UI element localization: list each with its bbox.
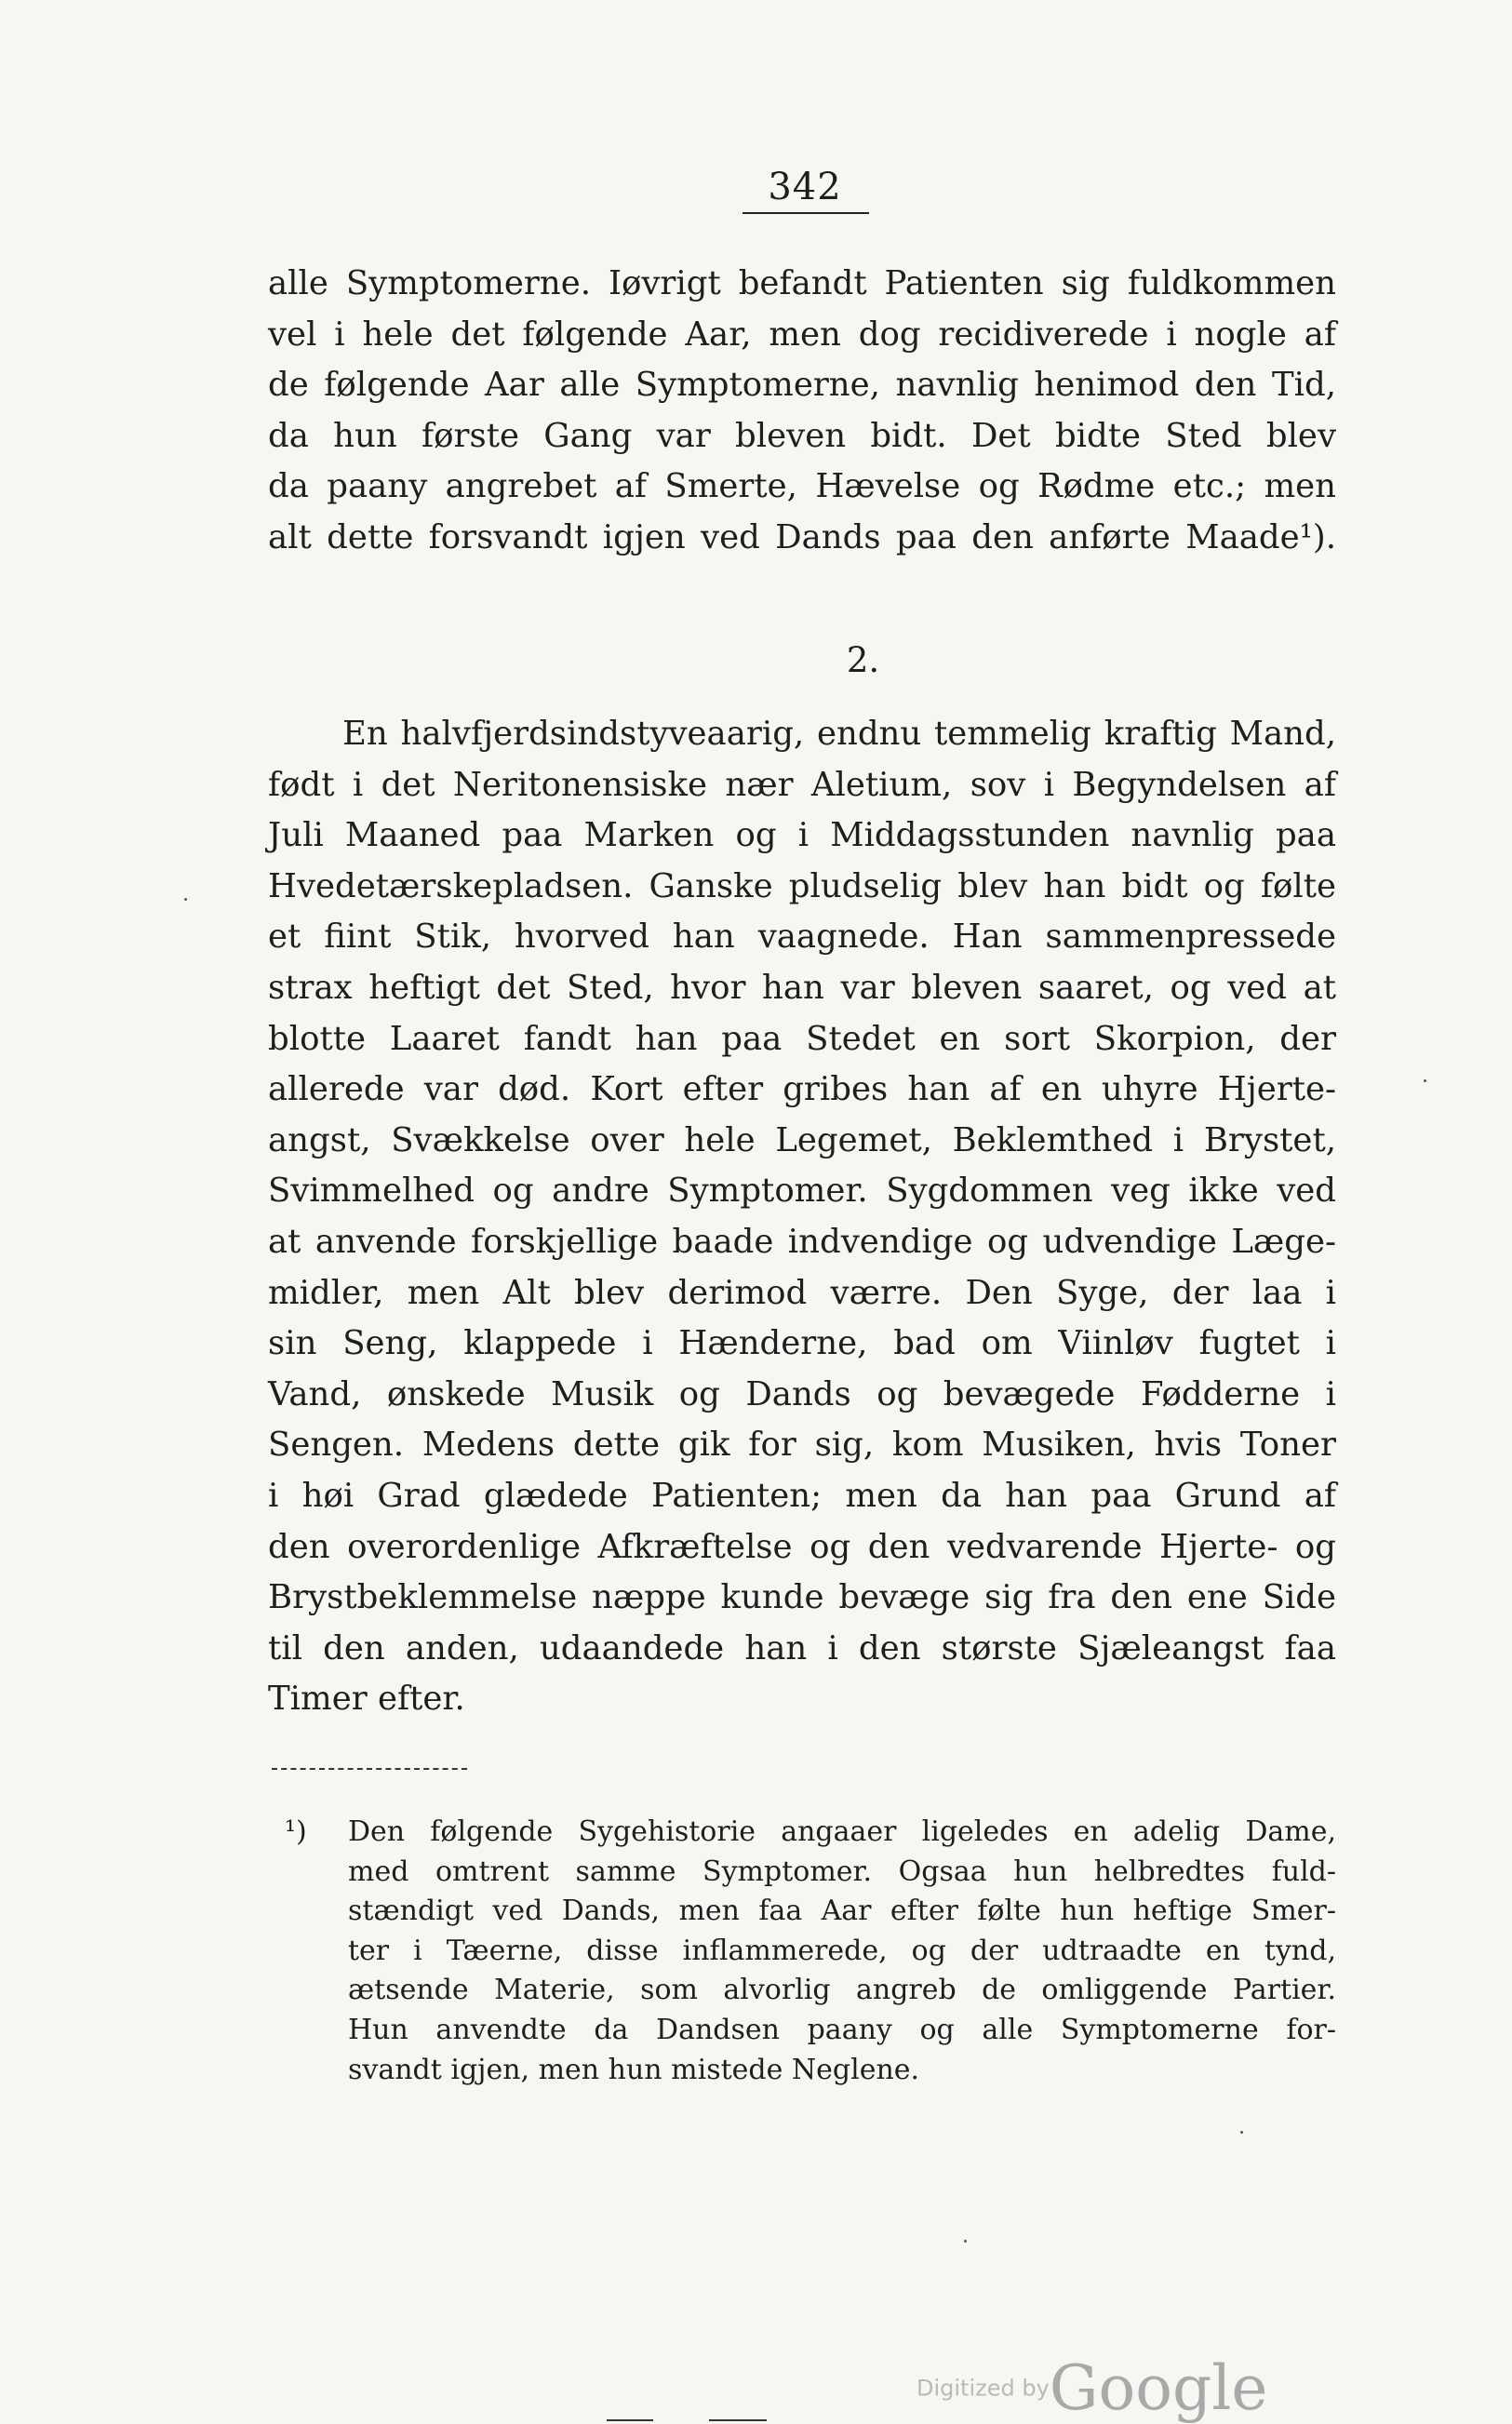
page-number: 342 <box>768 166 842 208</box>
text-line: blotte Laaret fandt han paa Stedet en sort Skorpion, der <box>268 1019 1336 1058</box>
text-line: i høi Grad glædede Patienten; men da han paa Grund af <box>268 1476 1336 1515</box>
text-line: allerede var død. Kort efter gribes han af en uhyre Hjerte- <box>268 1070 1336 1109</box>
section-number: 2. <box>846 640 880 680</box>
speck <box>964 2240 967 2243</box>
text-line: Timer efter. <box>268 1680 465 1719</box>
text-line: vel i hele det følgende Aar, men dog recidiverede i nogle af <box>268 315 1336 354</box>
text-line: En halvfjerdsindstyveaarig, endnu temmelig kraftig Mand, <box>342 715 1336 753</box>
scan-dash <box>607 2419 653 2421</box>
text-line: at anvende forskjellige baade indvendige og udvendige Læge- <box>268 1222 1336 1261</box>
watermark <box>917 2352 1267 2424</box>
speck <box>1424 1079 1426 1082</box>
page-number-rule <box>743 212 869 214</box>
footnote-line: Hun anvendte da Dandsen paany og alle Symptomerne for- <box>348 2013 1336 2046</box>
text-line: midler, men Alt blev derimod værre. Den Syge, der laa i <box>268 1273 1336 1312</box>
footnote-mark: ¹) <box>285 1815 307 1848</box>
text-line: et fiint Stik, hvorved han vaagnede. Han sammenpressede <box>268 917 1336 957</box>
footnote-line: ter i Tæerne, disse inflammerede, og der udtraadte en tynd, <box>348 1934 1336 1967</box>
text-line: da hun første Gang var bleven bidt. Det bidte Sted blev <box>268 416 1336 455</box>
footnote-line: stændigt ved Dands, men faa Aar efter følte hun heftige Smer- <box>348 1895 1336 1928</box>
footnote-line: ætsende Materie, som alvorlig angreb de omliggende Partier. <box>348 1974 1336 2007</box>
text-line: den overordenlige Afkræftelse og den vedvarende Hjerte- og <box>268 1527 1336 1566</box>
text-line: sin Seng, klappede i Hænderne, bad om Viinløv fugtet i <box>268 1324 1336 1363</box>
footnote-line: Den følgende Sygehistorie angaaer ligeledes en adelig Dame, <box>348 1815 1336 1848</box>
intro-paragraph <box>268 259 1336 564</box>
text-line: angst, Svækkelse over hele Legemet, Beklemthed i Brystet, <box>268 1120 1336 1159</box>
text-line: de følgende Aar alle Symptomerne, navnlig henimod den Tid, <box>268 366 1336 405</box>
section-paragraph <box>268 709 1336 1725</box>
footnote-line: svandt igjen, men hun mistede Neglene. <box>348 2053 920 2086</box>
speck <box>184 898 187 901</box>
text-line: Svimmelhed og andre Symptomer. Sygdommen veg ikke ved <box>268 1172 1336 1211</box>
text-line: strax heftigt det Sted, hvor han var bleven saaret, og ved at <box>268 968 1336 1007</box>
text-line: alle Symptomerne. Iøvrigt befandt Patienten sig fuldkommen <box>268 264 1336 302</box>
text-line: til den anden, udaandede han i den største Sjæleangst faa <box>268 1628 1336 1667</box>
watermark-prefix: Digitized by <box>917 2375 1050 2402</box>
footnote-line: med omtrent samme Symptomer. Ogsaa hun helbredtes fuld- <box>348 1855 1336 1888</box>
text-line: da paany angrebet af Smerte, Hævelse og Rødme etc.; men <box>268 467 1336 506</box>
speck <box>1240 2131 1243 2134</box>
footnote-rule <box>272 1768 467 1770</box>
text-line: Vand, ønskede Musik og Dands og bevægede Fødderne i <box>268 1374 1336 1413</box>
text-line: født i det Neritonensiske nær Aletium, sov i Begyndelsen af <box>268 765 1336 804</box>
text-line: alt dette forsvandt igjen ved Dands paa den anførte Maade¹). <box>268 517 1336 556</box>
footnote <box>268 1813 1336 2090</box>
google-logo: Google <box>1049 2352 1268 2424</box>
text-line: Brystbeklemmelse næppe kunde bevæge sig fra den ene Side <box>268 1578 1336 1617</box>
text-line: Hvedetærskepladsen. Ganske pludselig blev han bidt og følte <box>268 866 1336 905</box>
scan-dash <box>709 2419 767 2421</box>
text-line: Juli Maaned paa Marken og i Middagsstunden navnlig paa <box>268 816 1336 855</box>
text-line: Sengen. Medens dette gik for sig, kom Musiken, hvis Toner <box>268 1426 1336 1465</box>
footnote-body <box>268 1813 1336 2090</box>
